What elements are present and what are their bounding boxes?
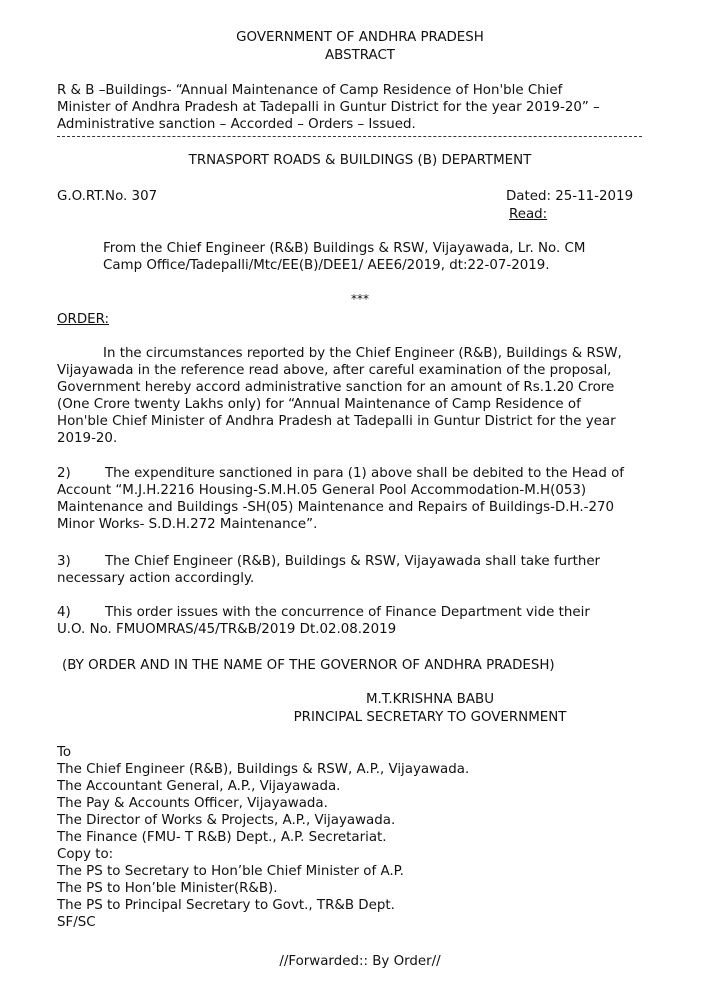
signatory-name: M.T.KRISHNA BABU (365, 692, 495, 707)
paragraph-line (57, 604, 665, 621)
paragraph-line: In the circumstances reported by the Chief Engineer (R&B), Buildings & RSW, (103, 346, 622, 361)
recipient: The Director of Works & Projects, A.P., Vijayawada. (57, 813, 396, 828)
dated: Dated: 25-11-2019 (506, 189, 634, 204)
department-title: TRNASPORT ROADS & BUILDINGS (B) DEPARTMENT (188, 153, 532, 168)
recipient: The Finance (FMU- T R&B) Dept., A.P. Secretariat. (57, 830, 387, 845)
copy-recipient: The PS to Secretary to Hon’ble Chief Minister of A.P. (57, 864, 404, 879)
stars-separator: *** (351, 292, 369, 306)
copy-recipient: The PS to Hon’ble Minister(R&B). (57, 881, 278, 896)
paragraph-2 (57, 465, 665, 533)
paragraph-line: necessary action accordingly. (57, 571, 255, 586)
paragraph-line: Minor Works- S.D.H.272 Maintenance”. (57, 517, 318, 532)
reference (103, 240, 663, 274)
subject-line: Administrative sanction – Accorded – Orders – Issued. (57, 117, 416, 132)
to-label: To (57, 745, 72, 760)
signatory-designation: PRINCIPAL SECRETARY TO GOVERNMENT (293, 710, 567, 725)
subject-line: R & B –Buildings- “Annual Maintenance of Camp Residence of Hon'ble Chief (57, 83, 563, 98)
paragraph-line: Hon'ble Chief Minister of Andhra Pradesh at Tadepalli in Guntur District for the year (57, 414, 616, 429)
reference-line: Camp Office/Tadepalli/Mtc/EE(B)/DEE1/ AEE6/2019, dt:22-07-2019. (103, 258, 550, 273)
reference-line: From the Chief Engineer (R&B) Buildings & RSW, Vijayawada, Lr. No. CM (103, 241, 586, 256)
paragraph-text: This order issues with the concurrence of Finance Department vide their (105, 605, 590, 620)
paragraph-line: Government hereby accord administrative sanction for an amount of Rs.1.20 Crore (57, 380, 615, 395)
governor-line: (BY ORDER AND IN THE NAME OF THE GOVERNOR OF ANDHRA PRADESH) (62, 658, 555, 673)
header-abstract: ABSTRACT (324, 48, 395, 63)
header-government: GOVERNMENT OF ANDHRA PRADESH (236, 30, 484, 45)
paragraph-line: U.O. No. FMUOMRAS/45/TR&B/2019 Dt.02.08.2019 (57, 622, 397, 637)
subject-line: Minister of Andhra Pradesh at Tadepalli in Guntur District for the year 2019-20” – (57, 100, 600, 115)
copy-recipient: The PS to Principal Secretary to Govt., TR&B Dept. (57, 898, 395, 913)
copy-label: Copy to: (57, 847, 114, 862)
paragraph-line: Account “M.J.H.2216 Housing-S.M.H.05 General Pool Accommodation-M.H(053) (57, 483, 587, 498)
go-number: G.O.RT.No. 307 (57, 189, 158, 204)
paragraph-number: 2) (57, 466, 71, 481)
recipient: The Pay & Accounts Officer, Vijayawada. (57, 796, 328, 811)
paragraph-line: Vijayawada in the reference read above, after careful examination of the proposal, (57, 363, 612, 378)
paragraph-line: 2019-20. (57, 431, 118, 446)
order-label: ORDER: (57, 312, 110, 327)
subject (57, 82, 665, 133)
paragraph-line (57, 465, 665, 482)
paragraph-line: Maintenance and Buildings -SH(05) Maintenance and Repairs of Buildings-D.H.-270 (57, 500, 615, 515)
paragraph-line (57, 553, 665, 570)
paragraph-number: 3) (57, 554, 71, 569)
dashed-separator (57, 136, 642, 137)
read-label: Read: (509, 207, 548, 222)
recipient: The Chief Engineer (R&B), Buildings & RSW, A.P., Vijayawada. (57, 762, 470, 777)
distribution-list (57, 744, 657, 931)
recipient: The Accountant General, A.P., Vijayawada. (57, 779, 341, 794)
paragraph-4 (57, 604, 665, 638)
paragraph-line: (One Crore twenty Lakhs only) for “Annual Maintenance of Camp Residence of (57, 397, 581, 412)
forwarded-footer: //Forwarded:: By Order// (279, 954, 441, 969)
paragraph-number: 4) (57, 605, 71, 620)
copy-recipient: SF/SC (57, 915, 96, 930)
paragraph-text: The expenditure sanctioned in para (1) above shall be debited to the Head of (105, 466, 625, 481)
paragraph-text: The Chief Engineer (R&B), Buildings & RSW, Vijayawada shall take further (105, 554, 601, 569)
paragraph-3 (57, 553, 665, 587)
paragraph-1 (57, 345, 665, 447)
